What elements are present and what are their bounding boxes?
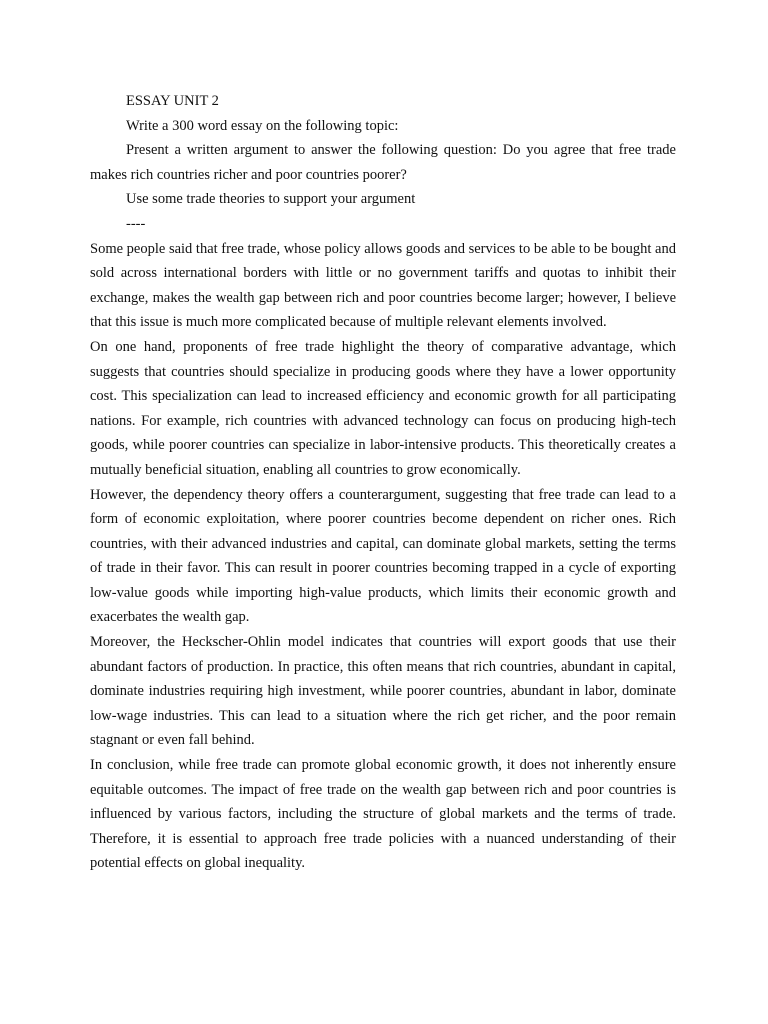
paragraph-introduction: Some people said that free trade, whose policy allows goods and services to be able to be bought and sold across international borders with little or no government tariffs and quotas to inhibit their exchange, makes the wealth gap between rich and poor countries become larger; however, I believe that this issue is much more complicated because of multiple relevant elements involved. bbox=[90, 240, 676, 331]
paragraph-conclusion: In conclusion, while free trade can promote global economic growth, it does not inherently ensure equitable outcomes. The impact of free trade on the wealth gap between rich and poor countries is influenced by various factors, including the structure of global markets and the terms of trade. Therefore, it is essential to approach free trade policies with a nuanced understanding of their potential effects on global inequality. bbox=[90, 757, 676, 872]
essay-prompt: Present a written argument to answer the following question: Do you agree that free trade makes rich countries richer and poor countries poorer? bbox=[90, 142, 676, 183]
essay-heading: ESSAY UNIT 2 bbox=[126, 93, 219, 109]
section-divider: ---- bbox=[126, 215, 146, 232]
essay-instruction: Write a 300 word essay on the following topic: bbox=[126, 117, 399, 134]
paragraph-comparative-advantage: On one hand, proponents of free trade highlight the theory of comparative advantage, which suggests that countries should specialize in producing goods where they have a lower opportunity cost. This specialization can lead to increased efficiency and economic growth for all participating nations. For example, rich countries with advanced technology can focus on producing high-tech goods, while poorer countries can specialize in labor-intensive products. This theoretically creates a mutually beneficial situation, enabling all countries to grow economically. bbox=[90, 338, 676, 478]
document-page bbox=[90, 89, 676, 876]
essay-support-note: Use some trade theories to support your argument bbox=[126, 191, 416, 208]
paragraph-heckscher-ohlin: Moreover, the Heckscher-Ohlin model indicates that countries will export goods that use their abundant factors of production. In practice, this often means that rich countries, abundant in capital, dominate industries requiring high investment, while poorer countries, abundant in labor, dominate low-wage industries. This can lead to a situation where the rich get richer, and the poor remain stagnant or even fall behind. bbox=[90, 634, 676, 749]
paragraph-dependency-theory: However, the dependency theory offers a counterargument, suggesting that free trade can lead to a form of economic exploitation, where poorer countries become dependent on richer ones. Rich countries, with their advanced industries and capital, can dominate global markets, setting the terms of trade in their favor. This can result in poorer countries becoming trapped in a cycle of exporting low-value goods while importing high-value products, which limits their economic growth and exacerbates the wealth gap. bbox=[90, 486, 676, 626]
